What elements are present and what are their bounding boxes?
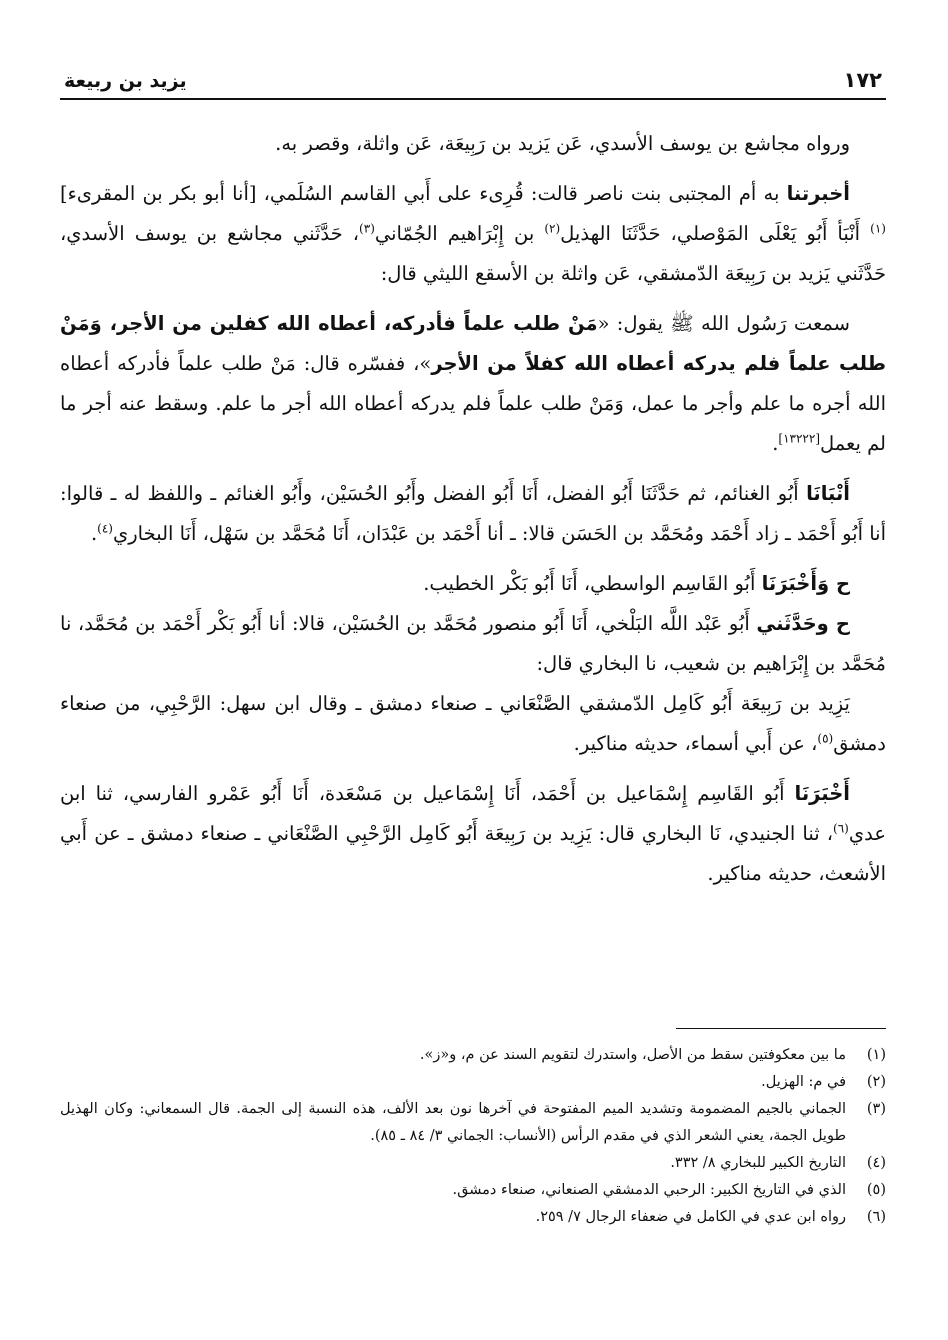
hadith-reference-number: [١٣٢٢٢] bbox=[778, 431, 820, 446]
paragraph-8 bbox=[60, 774, 886, 894]
page bbox=[60, 58, 886, 894]
footnote-text: ما بين معكوفتين سقط من الأصل، واستدرك لتقويم السند عن م، و«ز». bbox=[419, 1047, 846, 1063]
paragraph-3-end: . bbox=[772, 432, 779, 455]
footnote-number: (٢) bbox=[866, 1074, 886, 1090]
paragraph-3-text-a: سمعت رَسُول الله ﷺ يقول: « bbox=[597, 312, 850, 335]
paragraph-5-text: أَبُو القَاسِم الواسطي، أَنَا أَبُو بَكْر الخطيب. bbox=[423, 572, 762, 595]
paragraph-7-text-a: يَزِيد بن رَبِيعَة أَبُو كَامِل الدّمشقي الصَّنْعَاني ـ صنعاء دمشق ـ وقال ابن سهل: الرَّحْبِي، من صنعاء دمشق bbox=[60, 692, 886, 755]
paragraph-4 bbox=[60, 474, 886, 554]
paragraph-7 bbox=[60, 684, 886, 764]
paragraph-2-text-d: ، حَدَّثَني مجاشع بن يوسف الأسدي، حَدَّثَني يَزيد بن رَبِيعَة الدّمشقي، عَن واثلة بن الأسقع الليثي قال: bbox=[60, 222, 886, 285]
isnad-keyword: أَنْبَانَا bbox=[806, 482, 850, 505]
footnote-ref-5: (٥) bbox=[817, 731, 834, 746]
footnote-item bbox=[60, 1042, 886, 1069]
footnote-item bbox=[60, 1150, 886, 1177]
footnote-number: (٤) bbox=[866, 1155, 886, 1171]
footnote-text: الذي في التاريخ الكبير: الرحبي الدمشقي الصنعاني، صنعاء دمشق. bbox=[452, 1182, 846, 1198]
paragraph-2-text-a: به أم المجتبى بنت ناصر قالت: قُرِىء على أَبي القاسم السُلَمي، [أنا أبو بكر بن المقرىء] bbox=[60, 182, 787, 205]
paragraph-3 bbox=[60, 304, 886, 464]
footnote-ref-4: (٤) bbox=[97, 521, 113, 536]
paragraph-7-text-b: ، عن أَبي أسماء، حديثه مناكير. bbox=[573, 732, 818, 755]
paragraph-2-text-b: أَنْبَأ أَبُو يَعْلَى المَوْصلي، حَدَّثَنَا الهذيل bbox=[560, 222, 871, 245]
isnad-keyword: أخبرتنا bbox=[786, 182, 850, 205]
footnote-item bbox=[60, 1096, 886, 1150]
isnad-keyword: ح وحَدَّثَني bbox=[756, 612, 850, 635]
paragraph-1 bbox=[60, 124, 886, 164]
footnote-number: (٦) bbox=[866, 1209, 886, 1225]
footnote-number: (٣) bbox=[866, 1101, 886, 1117]
paragraph-8-text-a: أَبُو القَاسِم إِسْمَاعيل بن أَحْمَد، أَنَا إِسْمَاعيل بن مَسْعَدة، أَنَا أَبُو عَمْرو الفارسي، ثنا ابن عدي bbox=[60, 782, 886, 845]
paragraph-8-text-b: ، ثنا الجنيدي، نَا البخاري قال: يَزِيد بن رَبِيعَة أَبُو كَامِل الرَّحْبِي الصَّنْعَاني ـ صنعاء دمشق ـ عن أَبي الأشعث، حديثه مناكير. bbox=[60, 822, 886, 885]
paragraph-6 bbox=[60, 604, 886, 684]
footnote-ref-3: (٣) bbox=[359, 221, 375, 236]
footnote-ref-1: (١) bbox=[870, 221, 886, 236]
paragraph-5 bbox=[60, 564, 886, 604]
footnote-text: الجماني بالجيم المضمومة وتشديد الميم المفتوحة في آخرها نون بعد الألف، هذه النسبة إلى الجمة. قال السمعاني: وكان الهذيل طويل الجمة، يعني الشعر الذي في مقدم الرأس (الأنساب: الجماني ٣/ ٨٤ ـ ٨٥). bbox=[60, 1101, 846, 1144]
main-text bbox=[60, 124, 886, 894]
footnote-item bbox=[60, 1177, 886, 1204]
footnote-text: رواه ابن عدي في الكامل في ضعفاء الرجال ٧/ ٢٥٩. bbox=[535, 1209, 846, 1225]
footnote-divider bbox=[676, 1028, 886, 1029]
footnote-text: التاريخ الكبير للبخاري ٨/ ٣٣٢. bbox=[670, 1155, 846, 1171]
isnad-keyword: ح وَأَخْبَرَنَا bbox=[761, 572, 850, 595]
paragraph-2 bbox=[60, 174, 886, 294]
footnote-ref-6: (٦) bbox=[833, 821, 849, 836]
running-title: يزيد بن ربيعة bbox=[64, 70, 187, 92]
paragraph-1-text: ورواه مجاشع بن يوسف الأسدي، عَن يَزيد بن رَبِيعَة، عَن واثلة، وقصر به. bbox=[275, 132, 850, 155]
page-number: ١٧٢ bbox=[843, 68, 882, 92]
paragraph-4-text: أَبُو الغنائم، ثم حَدَّثَنَا أَبُو الفضل، أَنَا أَبُو الفضل وأَبُو الحُسَيْن، وأَبُو الغنائم ـ واللفظ له ـ قالوا: أنا أَبُو أَحْمَد ـ زاد أَحْمَد ومُحَمَّد بن الحَسَن قالا: ـ أنا أَحْمَد بن عَبْدَان، أَنَا مُحَمَّد بن سَهْل، أَنَا البخاري bbox=[60, 482, 886, 545]
footnote-number: (٥) bbox=[866, 1182, 886, 1198]
footnote-ref-2: (٢) bbox=[544, 221, 561, 236]
paragraph-4-end: . bbox=[90, 522, 98, 545]
paragraph-3-text-c: »، ففسّره قال: مَنْ طلب علماً فأدركه أعطاه الله أجره ما علم وأجر ما عمل، وَمَنْ طلب علماً فلم يدركه أعطاه الله أجر ما علم. وسقط عنه أجر ما لم يعمل bbox=[60, 352, 886, 455]
hadith-text: مَنْ طلب علماً فأدركه، أعطاه الله كفلين من الأجر، وَمَنْ طلب علماً فلم يدركه أعطاه الله كفلاً من الأجر bbox=[60, 312, 886, 375]
footnote-item bbox=[60, 1204, 886, 1231]
footnote-item bbox=[60, 1069, 886, 1096]
footnotes-list bbox=[60, 1042, 886, 1231]
footnote-text: في م: الهزيل. bbox=[761, 1074, 846, 1090]
page-header bbox=[60, 58, 886, 100]
isnad-keyword: أَخْبَرَنَا bbox=[794, 782, 850, 805]
paragraph-6-text: أَبُو عَبْد اللَّه البَلْخي، أَنَا أَبُو منصور مُحَمَّد بن الحُسَيْن، قالا: أنا أَبُو بَكْر أَحْمَد بن مُحَمَّد، نا مُحَمَّد بن إِبْرَاهيم بن شعيب، نا البخاري قال: bbox=[60, 612, 886, 675]
footnote-number: (١) bbox=[866, 1047, 886, 1063]
paragraph-2-text-c: بن إِبْرَاهيم الجُمّاني bbox=[374, 222, 545, 245]
